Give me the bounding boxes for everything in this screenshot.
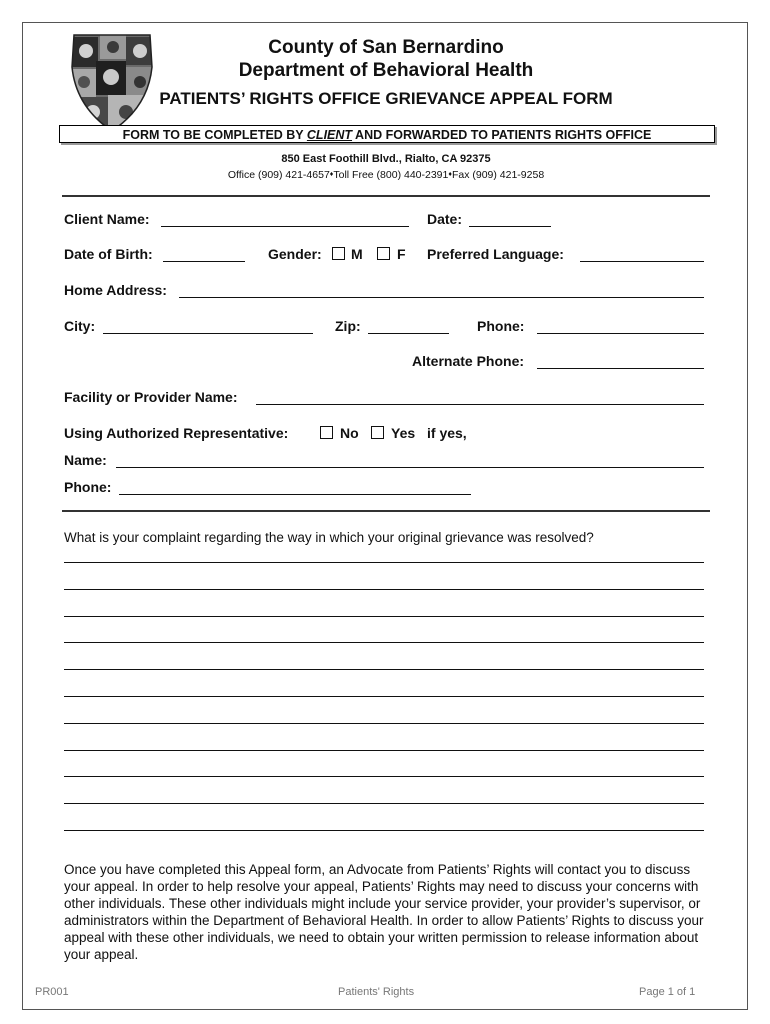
- office-address: 850 East Foothill Blvd., Rialto, CA 92375: [281, 153, 491, 165]
- footer-center: Patients' Rights: [338, 986, 415, 998]
- office-phone: Office (909) 421-4657: [227, 169, 330, 181]
- complaint-question: What is your complaint regarding the way in which your original grievance was resolved?: [64, 530, 594, 545]
- date-field[interactable]: [469, 226, 551, 227]
- client-name-field[interactable]: [161, 226, 409, 227]
- language-field[interactable]: [580, 261, 704, 262]
- gender-m-label: M: [351, 246, 363, 262]
- department-title: Department of Behavioral Health: [238, 60, 534, 81]
- date-label: Date:: [427, 211, 463, 227]
- city-label: City:: [64, 318, 96, 334]
- facility-field[interactable]: [256, 404, 704, 405]
- zip-label: Zip:: [335, 318, 361, 334]
- office-contacts: [23, 169, 749, 181]
- dob-label: Date of Birth:: [64, 246, 153, 262]
- banner-text-post: AND FORWARDED TO PATIENTS RIGHTS OFFICE: [352, 128, 652, 142]
- form-title: PATIENTS’ RIGHTS OFFICE GRIEVANCE APPEAL FORM: [159, 89, 613, 108]
- fax-number: Fax (909) 421-9258: [451, 169, 545, 181]
- zip-field[interactable]: [368, 333, 449, 334]
- complaint-answer-line[interactable]: [64, 642, 704, 643]
- fields-divider: [62, 510, 710, 512]
- tollfree-phone: Toll Free (800) 440-2391: [333, 169, 449, 181]
- client-name-label: Client Name:: [64, 211, 150, 227]
- rep-phone-label: Phone:: [64, 479, 112, 495]
- footer-page: Page 1 of 1: [639, 986, 696, 998]
- phone-label: Phone:: [477, 318, 525, 334]
- separator-icon: ♦: [329, 171, 334, 178]
- complaint-answer-line[interactable]: [64, 830, 704, 831]
- complaint-answer-line[interactable]: [64, 803, 704, 804]
- gender-f-label: F: [397, 246, 406, 262]
- if-yes-label: if yes,: [427, 425, 467, 441]
- home-address-label: Home Address:: [64, 282, 167, 298]
- header-divider: [62, 195, 710, 197]
- complaint-answer-line[interactable]: [64, 616, 704, 617]
- dob-field[interactable]: [163, 261, 245, 262]
- city-field[interactable]: [103, 333, 313, 334]
- gender-m-checkbox[interactable]: [332, 247, 345, 260]
- auth-rep-no-label: No: [340, 425, 359, 441]
- complaint-answer-line[interactable]: [64, 776, 704, 777]
- alt-phone-label: Alternate Phone:: [412, 353, 525, 369]
- banner-text-pre: FORM TO BE COMPLETED BY: [122, 128, 307, 142]
- rep-phone-field[interactable]: [119, 494, 471, 495]
- complaint-answer-line[interactable]: [64, 562, 704, 563]
- appeal-info-paragraph: Once you have completed this Appeal form, an Advocate from Patients’ Rights will contact you to discuss your appeal. In order to help resolve your appeal, Patients’ Rights may need to discuss your concerns with other individuals. These other individuals might include your service provider, your provider’s supervisor, or administrators within the Department of Behavioral Health. In order to allow Patients’ Rights to discuss your appeal with these other individuals, we need to obtain your written permission to release information about your appeal.: [64, 862, 704, 962]
- rep-name-label: Name:: [64, 452, 107, 468]
- complaint-answer-line[interactable]: [64, 750, 704, 751]
- alt-phone-field[interactable]: [537, 368, 704, 369]
- facility-label: Facility or Provider Name:: [64, 389, 238, 405]
- auth-rep-label: Using Authorized Representative:: [64, 425, 289, 441]
- complaint-answer-line[interactable]: [64, 696, 704, 697]
- phone-field[interactable]: [537, 333, 704, 334]
- complaint-answer-line[interactable]: [64, 669, 704, 670]
- complaint-answer-line[interactable]: [64, 723, 704, 724]
- auth-rep-no-checkbox[interactable]: [320, 426, 333, 439]
- gender-label: Gender:: [268, 246, 322, 262]
- instruction-banner: [59, 125, 715, 143]
- separator-icon: ♦: [448, 171, 452, 178]
- auth-rep-yes-label: Yes: [391, 425, 416, 441]
- home-address-field[interactable]: [179, 297, 704, 298]
- complaint-answer-line[interactable]: [64, 589, 704, 590]
- language-label: Preferred Language:: [427, 246, 564, 262]
- form-page: [22, 22, 748, 1010]
- auth-rep-yes-checkbox[interactable]: [371, 426, 384, 439]
- rep-name-field[interactable]: [116, 467, 704, 468]
- footer-form-code: PR001: [35, 986, 69, 998]
- gender-f-checkbox[interactable]: [377, 247, 390, 260]
- county-title: County of San Bernardino: [268, 37, 504, 58]
- banner-text-client: CLIENT: [306, 128, 353, 142]
